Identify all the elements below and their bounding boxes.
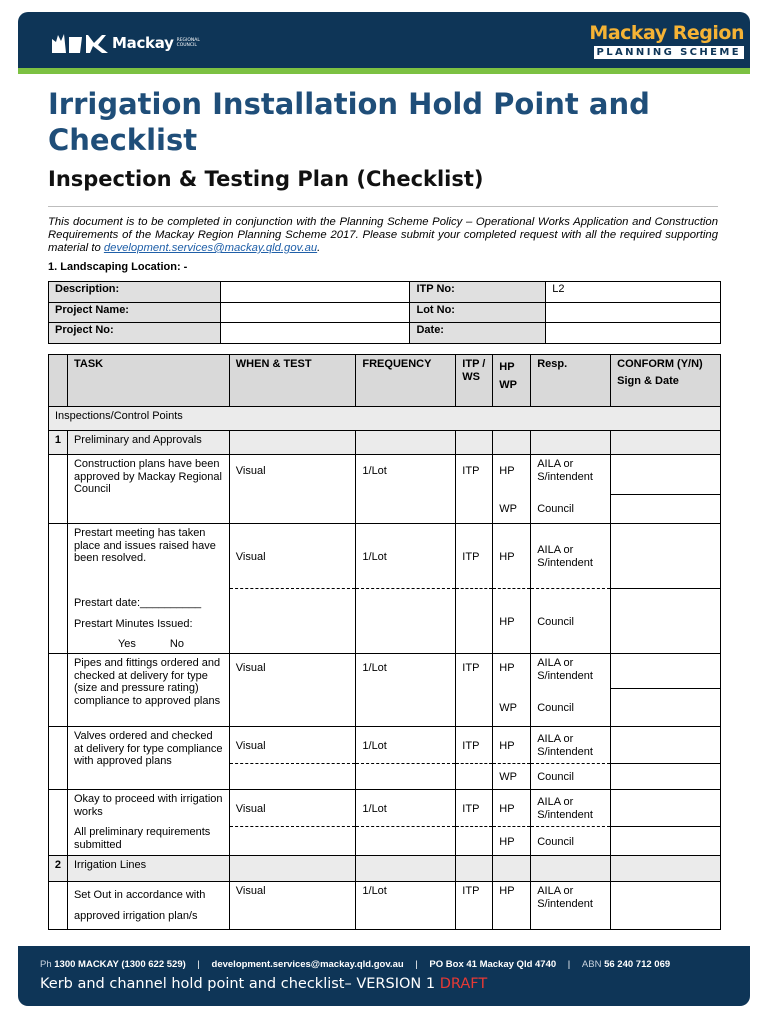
task-cell [67, 524, 229, 654]
group-cell [229, 856, 356, 882]
group-cell [356, 856, 456, 882]
prestart-minutes: Prestart Minutes Issued: [73, 618, 193, 630]
hp-cell: HP [493, 524, 531, 589]
phone-number: 1300 MACKAY (1300 622 529) [54, 959, 186, 970]
title-divider [48, 206, 718, 207]
info-row-project-no [49, 323, 721, 344]
footer-contact [40, 959, 670, 970]
when-cell: Visual [229, 524, 356, 589]
hp-cell: HP [493, 455, 531, 495]
footer-email: development.services@mackay.qld.gov.au [211, 959, 404, 970]
project-info-table [48, 281, 721, 344]
header-conform-sub: Sign & Date [617, 375, 679, 387]
frequency-cell [356, 764, 456, 790]
itp-no-field[interactable]: L2 [546, 282, 721, 303]
phone-label: Ph [40, 959, 52, 970]
itp-cell: ITP [456, 790, 493, 827]
mackay-logo-text: Mackay [112, 34, 174, 52]
frequency-cell: 1/Lot [356, 882, 456, 930]
resp-cell: AILA or S/intendent [531, 524, 611, 589]
group-cell [611, 856, 721, 882]
num-cell [49, 790, 68, 856]
task-cell: Set Out in accordance with approved irrigation plan/s [67, 882, 229, 930]
table-row [49, 654, 721, 689]
group-number: 1 [49, 431, 68, 455]
lot-no-label: Lot No: [410, 302, 546, 323]
task-cell: Valves ordered and checked at delivery for type compliance with approved plans [67, 727, 229, 790]
intro-end: . [317, 242, 321, 254]
region-title: Mackay Region [589, 22, 744, 44]
description-label: Description: [49, 282, 221, 303]
conform-field[interactable] [611, 764, 721, 790]
itp-cell [456, 764, 493, 790]
header-num [49, 355, 68, 407]
num-cell [49, 882, 68, 930]
mackay-logo-subtext: REGIONAL COUNCIL [176, 38, 200, 48]
group-cell [356, 431, 456, 455]
date-label: Date: [410, 323, 546, 344]
frequency-cell: 1/Lot [356, 455, 456, 524]
frequency-cell [356, 589, 456, 654]
group-cell [493, 856, 531, 882]
conform-field[interactable] [611, 689, 721, 727]
header-when: WHEN & TEST [229, 355, 356, 407]
draft-label: DRAFT [439, 976, 488, 992]
section-row [49, 407, 721, 431]
hp-cell: HP [493, 727, 531, 764]
separator: | [197, 959, 200, 970]
yes-no-options [74, 638, 223, 651]
num-cell [49, 727, 68, 790]
header-conform-label: CONFORM (Y/N) [617, 358, 703, 370]
prestart-date-line: Prestart date:__________ [73, 596, 202, 609]
yes-option[interactable]: Yes [117, 637, 136, 650]
task-cell: Pipes and fittings ordered and checked at delivery for type (size and pressure rating) compliance to approved plans [67, 654, 229, 727]
task-text-2: All preliminary requirements submitted [73, 826, 211, 851]
section-label: 1. Landscaping Location: - [48, 261, 188, 273]
when-cell [229, 764, 356, 790]
resp-cell: AILA or S/intendent [531, 727, 611, 764]
document-subtitle: Inspection & Testing Plan (Checklist) [48, 167, 484, 191]
abn-number: 56 240 712 069 [604, 959, 671, 970]
lot-no-field[interactable] [546, 302, 721, 323]
itp-cell: ITP [456, 727, 493, 764]
intro-text: This document is to be completed in conjunction with the Planning Scheme Policy – Operational Works Application and Construction Requirements of the Mackay Region Planning Scheme 2017. Please submit your completed request with all the required supporting material to [48, 216, 718, 254]
group-row-2 [49, 856, 721, 882]
table-row [49, 524, 721, 589]
project-no-label: Project No: [49, 323, 221, 344]
section-title: Inspections/Control Points [49, 407, 721, 431]
itp-cell: ITP [456, 524, 493, 589]
when-cell: Visual [229, 790, 356, 827]
group-number: 2 [49, 856, 68, 882]
group-cell [611, 431, 721, 455]
mackay-council-logo [52, 32, 207, 54]
resp-cell: Council [531, 827, 611, 856]
itp-no-label: ITP No: [410, 282, 546, 303]
header-task: TASK [67, 355, 229, 407]
header-resp: Resp. [531, 355, 611, 407]
separator: | [567, 959, 571, 970]
hp-cell: HP [493, 882, 531, 930]
num-cell [49, 654, 68, 727]
table-row [49, 882, 721, 930]
header-accent-stripe [18, 68, 750, 74]
abn-label: ABN [581, 959, 602, 970]
itp-cell [456, 827, 493, 856]
table-header-row [49, 355, 721, 407]
when-cell [229, 827, 356, 856]
group-row-1 [49, 431, 721, 455]
group-cell [493, 431, 531, 455]
region-subtitle: PLANNING SCHEME [594, 46, 744, 59]
conform-field[interactable] [611, 827, 721, 856]
no-option[interactable]: No [169, 637, 184, 650]
task-text: Okay to proceed with irrigation works [73, 793, 223, 818]
group-cell [456, 856, 493, 882]
hp-cell: HP [493, 589, 531, 654]
conform-field[interactable] [611, 654, 721, 689]
header-hp: HP WP [493, 355, 531, 407]
task-cell: Construction plans have been approved by Mackay Regional Council [67, 455, 229, 524]
checklist-table [48, 354, 721, 930]
hp-cell: HP [493, 827, 531, 856]
conform-field[interactable] [611, 589, 721, 654]
resp-cell: Council [531, 495, 611, 524]
table-row [49, 790, 721, 827]
itp-cell [456, 589, 493, 654]
task-cell [67, 790, 229, 856]
when-cell: Visual [229, 727, 356, 764]
hp-cell: HP [493, 790, 531, 827]
po-box: PO Box 41 Mackay Qld 4740 [429, 959, 557, 970]
resp-cell: AILA or S/intendent [531, 654, 611, 689]
frequency-cell: 1/Lot [356, 790, 456, 827]
document-title: Irrigation Installation Hold Point and Checklist [48, 87, 650, 157]
footer-version [40, 976, 487, 992]
header-frequency: FREQUENCY [356, 355, 456, 407]
resp-cell: Council [531, 764, 611, 790]
when-cell: Visual [229, 882, 356, 930]
email-link[interactable]: development.services@mackay.qld.gov.au [103, 242, 318, 254]
frequency-cell: 1/Lot [356, 524, 456, 589]
group-title: Irrigation Lines [67, 856, 229, 882]
group-title: Preliminary and Approvals [67, 431, 229, 455]
task-text: Prestart meeting has taken place and issues raised have been resolved. [73, 527, 216, 564]
resp-cell: AILA or S/intendent [531, 790, 611, 827]
table-row [49, 727, 721, 764]
group-cell [229, 431, 356, 455]
separator: | [415, 959, 418, 970]
resp-cell: Council [531, 689, 611, 727]
conform-field[interactable] [611, 455, 721, 495]
hp-cell: WP [493, 689, 531, 727]
description-field[interactable] [220, 282, 410, 303]
hp-cell: WP [493, 764, 531, 790]
hp-cell: HP [493, 654, 531, 689]
hp-cell: WP [493, 495, 531, 524]
frequency-cell: 1/Lot [356, 654, 456, 727]
when-cell: Visual [229, 654, 356, 727]
when-cell: Visual [229, 455, 356, 524]
frequency-cell [356, 827, 456, 856]
group-cell [456, 431, 493, 455]
table-row [49, 455, 721, 495]
itp-cell: ITP [456, 882, 493, 930]
resp-cell: AILA or S/intendent [531, 455, 611, 495]
project-name-field[interactable] [220, 302, 410, 323]
frequency-cell: 1/Lot [356, 727, 456, 764]
mackay-logo-icon [52, 33, 108, 53]
resp-cell: AILA or S/intendent [531, 882, 611, 930]
itp-cell: ITP [456, 654, 493, 727]
info-row-description [49, 282, 721, 303]
resp-cell: Council [531, 589, 611, 654]
info-row-project-name [49, 302, 721, 323]
conform-field[interactable] [611, 790, 721, 827]
conform-field[interactable] [611, 727, 721, 764]
conform-field[interactable] [611, 882, 721, 930]
project-name-label: Project Name: [49, 302, 221, 323]
intro-paragraph [48, 216, 718, 255]
itp-cell: ITP [456, 455, 493, 524]
group-cell [531, 431, 611, 455]
version-text: Kerb and channel hold point and checklist– VERSION 1 [40, 976, 436, 992]
when-cell [229, 589, 356, 654]
conform-field[interactable] [611, 495, 721, 524]
date-field[interactable] [546, 323, 721, 344]
header-conform [611, 355, 721, 407]
conform-field[interactable] [611, 524, 721, 589]
group-cell [531, 856, 611, 882]
num-cell [49, 524, 68, 654]
num-cell [49, 455, 68, 524]
project-no-field[interactable] [220, 323, 410, 344]
header-itp: ITP / WS [456, 355, 493, 407]
